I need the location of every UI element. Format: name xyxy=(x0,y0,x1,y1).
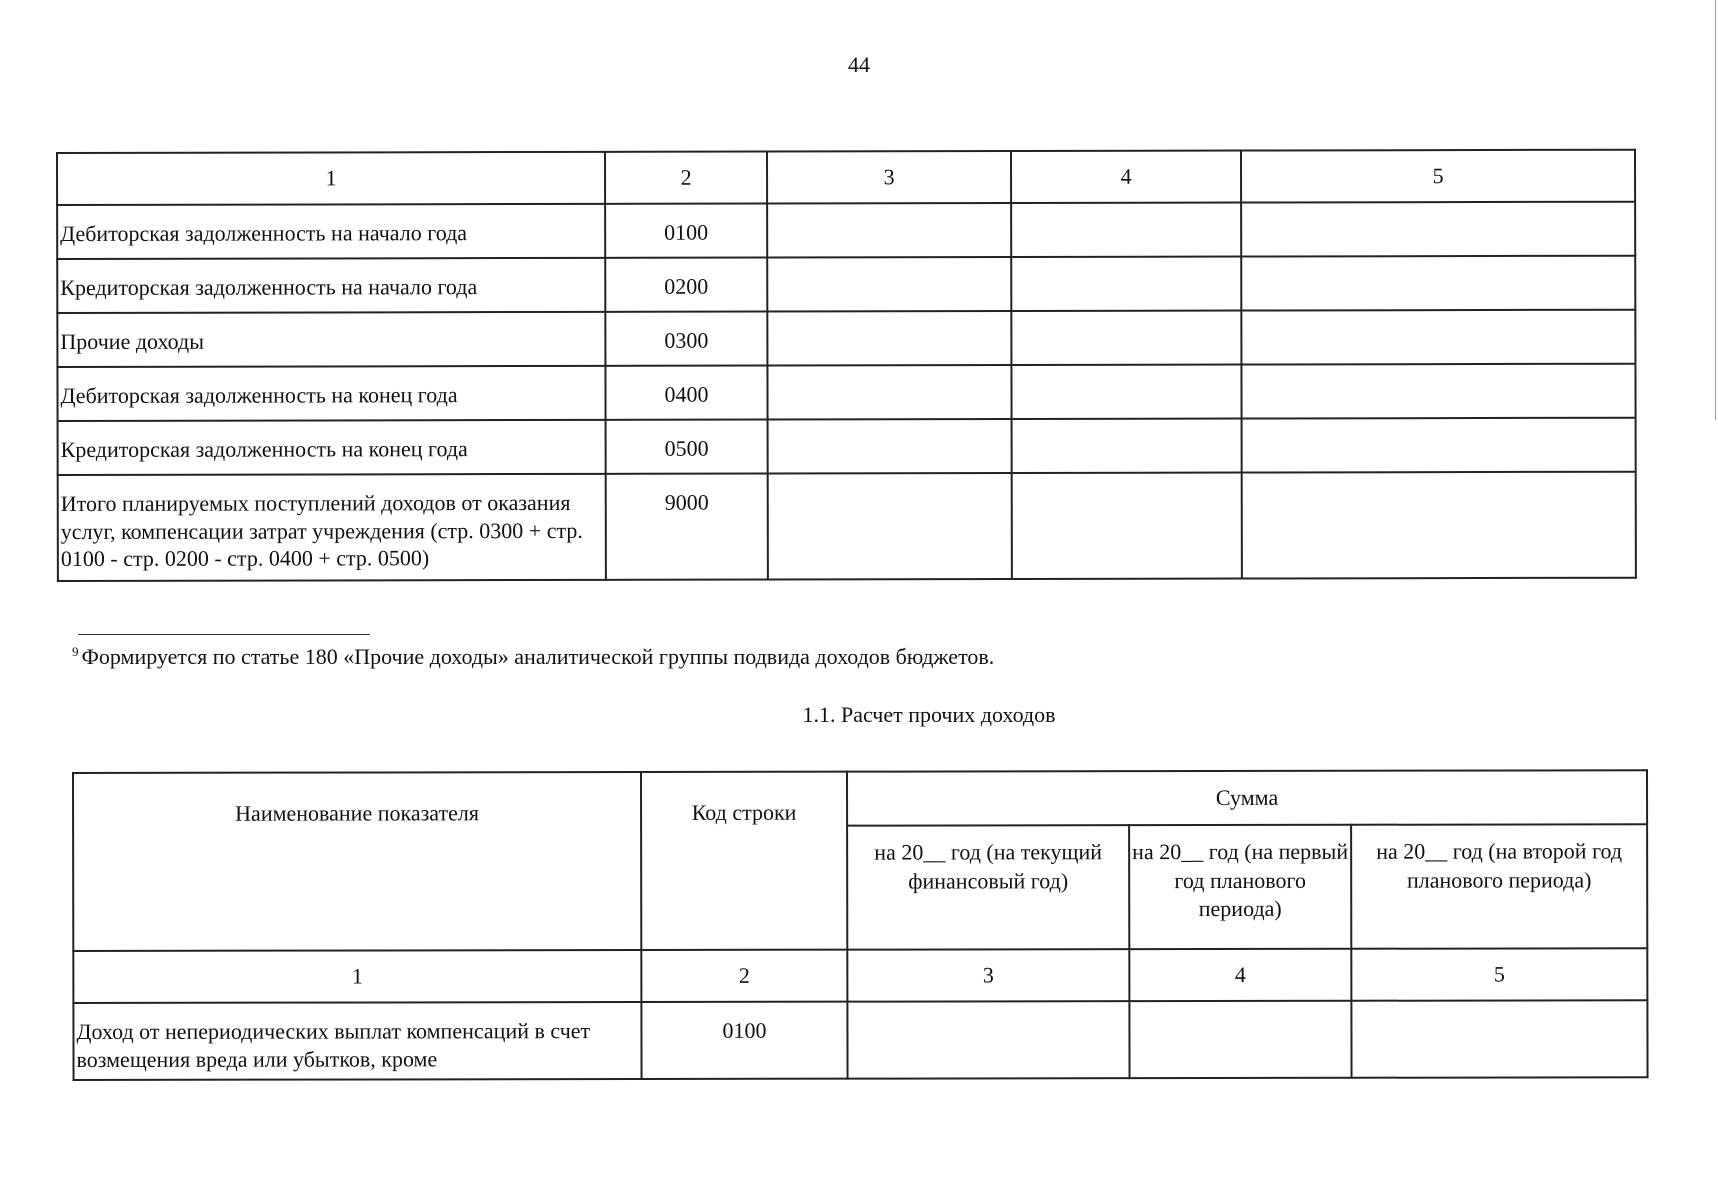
footnote-marker: 9 xyxy=(72,644,79,659)
other-income-table xyxy=(72,769,1649,1081)
column-number-row xyxy=(73,948,1647,1003)
page-number: 44 xyxy=(848,52,870,77)
value-cell[interactable] xyxy=(1129,1001,1351,1078)
column-subheader: на 20__ год (на второй год планового периода) xyxy=(1351,824,1647,949)
table-row xyxy=(57,202,1635,259)
column-header-sum: Сумма xyxy=(847,770,1647,825)
value-cell[interactable] xyxy=(767,203,1011,258)
row-label: Доход от непериодических выплат компенсаций в счет возмещения вреда или убытков, кроме xyxy=(73,1002,641,1080)
column-subheader: на 20__ год (на первый год планового периода) xyxy=(1129,825,1351,949)
value-cell[interactable] xyxy=(1011,311,1241,365)
footnote-text: Формируется по статье 180 «Прочие доходы» аналитической группы подвида доходов бюджетов. xyxy=(81,644,995,669)
row-label: Дебиторская задолженность на начало года xyxy=(57,204,605,259)
table-row xyxy=(57,256,1635,313)
value-cell[interactable] xyxy=(1241,202,1635,257)
value-cell[interactable] xyxy=(767,257,1011,312)
value-cell[interactable] xyxy=(767,365,1011,420)
column-number-row xyxy=(57,150,1635,205)
column-number: 5 xyxy=(1351,948,1647,1001)
column-subheader: на 20__ год (на текущий финансовый год) xyxy=(847,825,1129,949)
row-code: 0200 xyxy=(605,258,767,312)
row-label: Итого планируемых поступлений доходов от оказания услуг, компенсации затрат учреждения (стр. 0300 + стр. 0100 - стр. 0200 - стр. 0400 + стр. 0500) xyxy=(58,474,606,581)
income-plan-table xyxy=(56,149,1637,582)
value-cell[interactable] xyxy=(767,311,1011,366)
column-number: 3 xyxy=(767,151,1011,204)
column-number: 2 xyxy=(605,152,767,204)
row-label: Дебиторская задолженность на конец года xyxy=(57,366,605,421)
table-row xyxy=(57,310,1635,367)
row-label: Прочие доходы xyxy=(57,312,605,367)
table-row-total xyxy=(58,472,1636,581)
header-row xyxy=(73,770,1647,827)
column-header-code: Код строки xyxy=(641,772,847,950)
column-number: 4 xyxy=(1129,949,1351,1001)
column-number: 4 xyxy=(1011,151,1241,203)
column-number: 1 xyxy=(73,950,641,1003)
value-cell[interactable] xyxy=(1012,473,1242,579)
row-code: 0300 xyxy=(605,312,767,366)
column-header-name: Наименование показателя xyxy=(73,772,641,951)
value-cell[interactable] xyxy=(1241,364,1635,419)
value-cell[interactable] xyxy=(1011,257,1241,311)
value-cell[interactable] xyxy=(1011,365,1241,419)
row-code: 0100 xyxy=(641,1002,847,1079)
section-title: 1.1. Расчет прочих доходов xyxy=(802,702,1056,727)
value-cell[interactable] xyxy=(1241,310,1635,365)
value-cell[interactable] xyxy=(1242,472,1636,579)
value-cell[interactable] xyxy=(1241,256,1635,311)
table-row xyxy=(58,418,1636,475)
row-code: 0500 xyxy=(606,420,768,474)
column-number: 5 xyxy=(1241,150,1635,203)
value-cell[interactable] xyxy=(768,419,1012,474)
row-label: Кредиторская задолженность на начало года xyxy=(57,258,605,313)
table-row xyxy=(57,364,1635,421)
table-row xyxy=(73,1000,1647,1080)
row-code: 9000 xyxy=(606,474,768,580)
row-code: 0100 xyxy=(605,204,767,258)
column-number: 1 xyxy=(57,152,605,205)
value-cell[interactable] xyxy=(768,473,1012,580)
footnote-divider xyxy=(78,634,370,635)
column-number: 2 xyxy=(641,950,847,1002)
value-cell[interactable] xyxy=(1012,419,1242,473)
value-cell[interactable] xyxy=(1242,418,1636,473)
row-label: Кредиторская задолженность на конец года xyxy=(58,420,606,475)
footnote xyxy=(72,644,994,670)
value-cell[interactable] xyxy=(1351,1000,1647,1078)
scan-edge xyxy=(1715,0,1716,420)
row-code: 0400 xyxy=(605,366,767,420)
value-cell[interactable] xyxy=(1011,203,1241,257)
column-number: 3 xyxy=(847,949,1129,1001)
value-cell[interactable] xyxy=(847,1001,1129,1078)
